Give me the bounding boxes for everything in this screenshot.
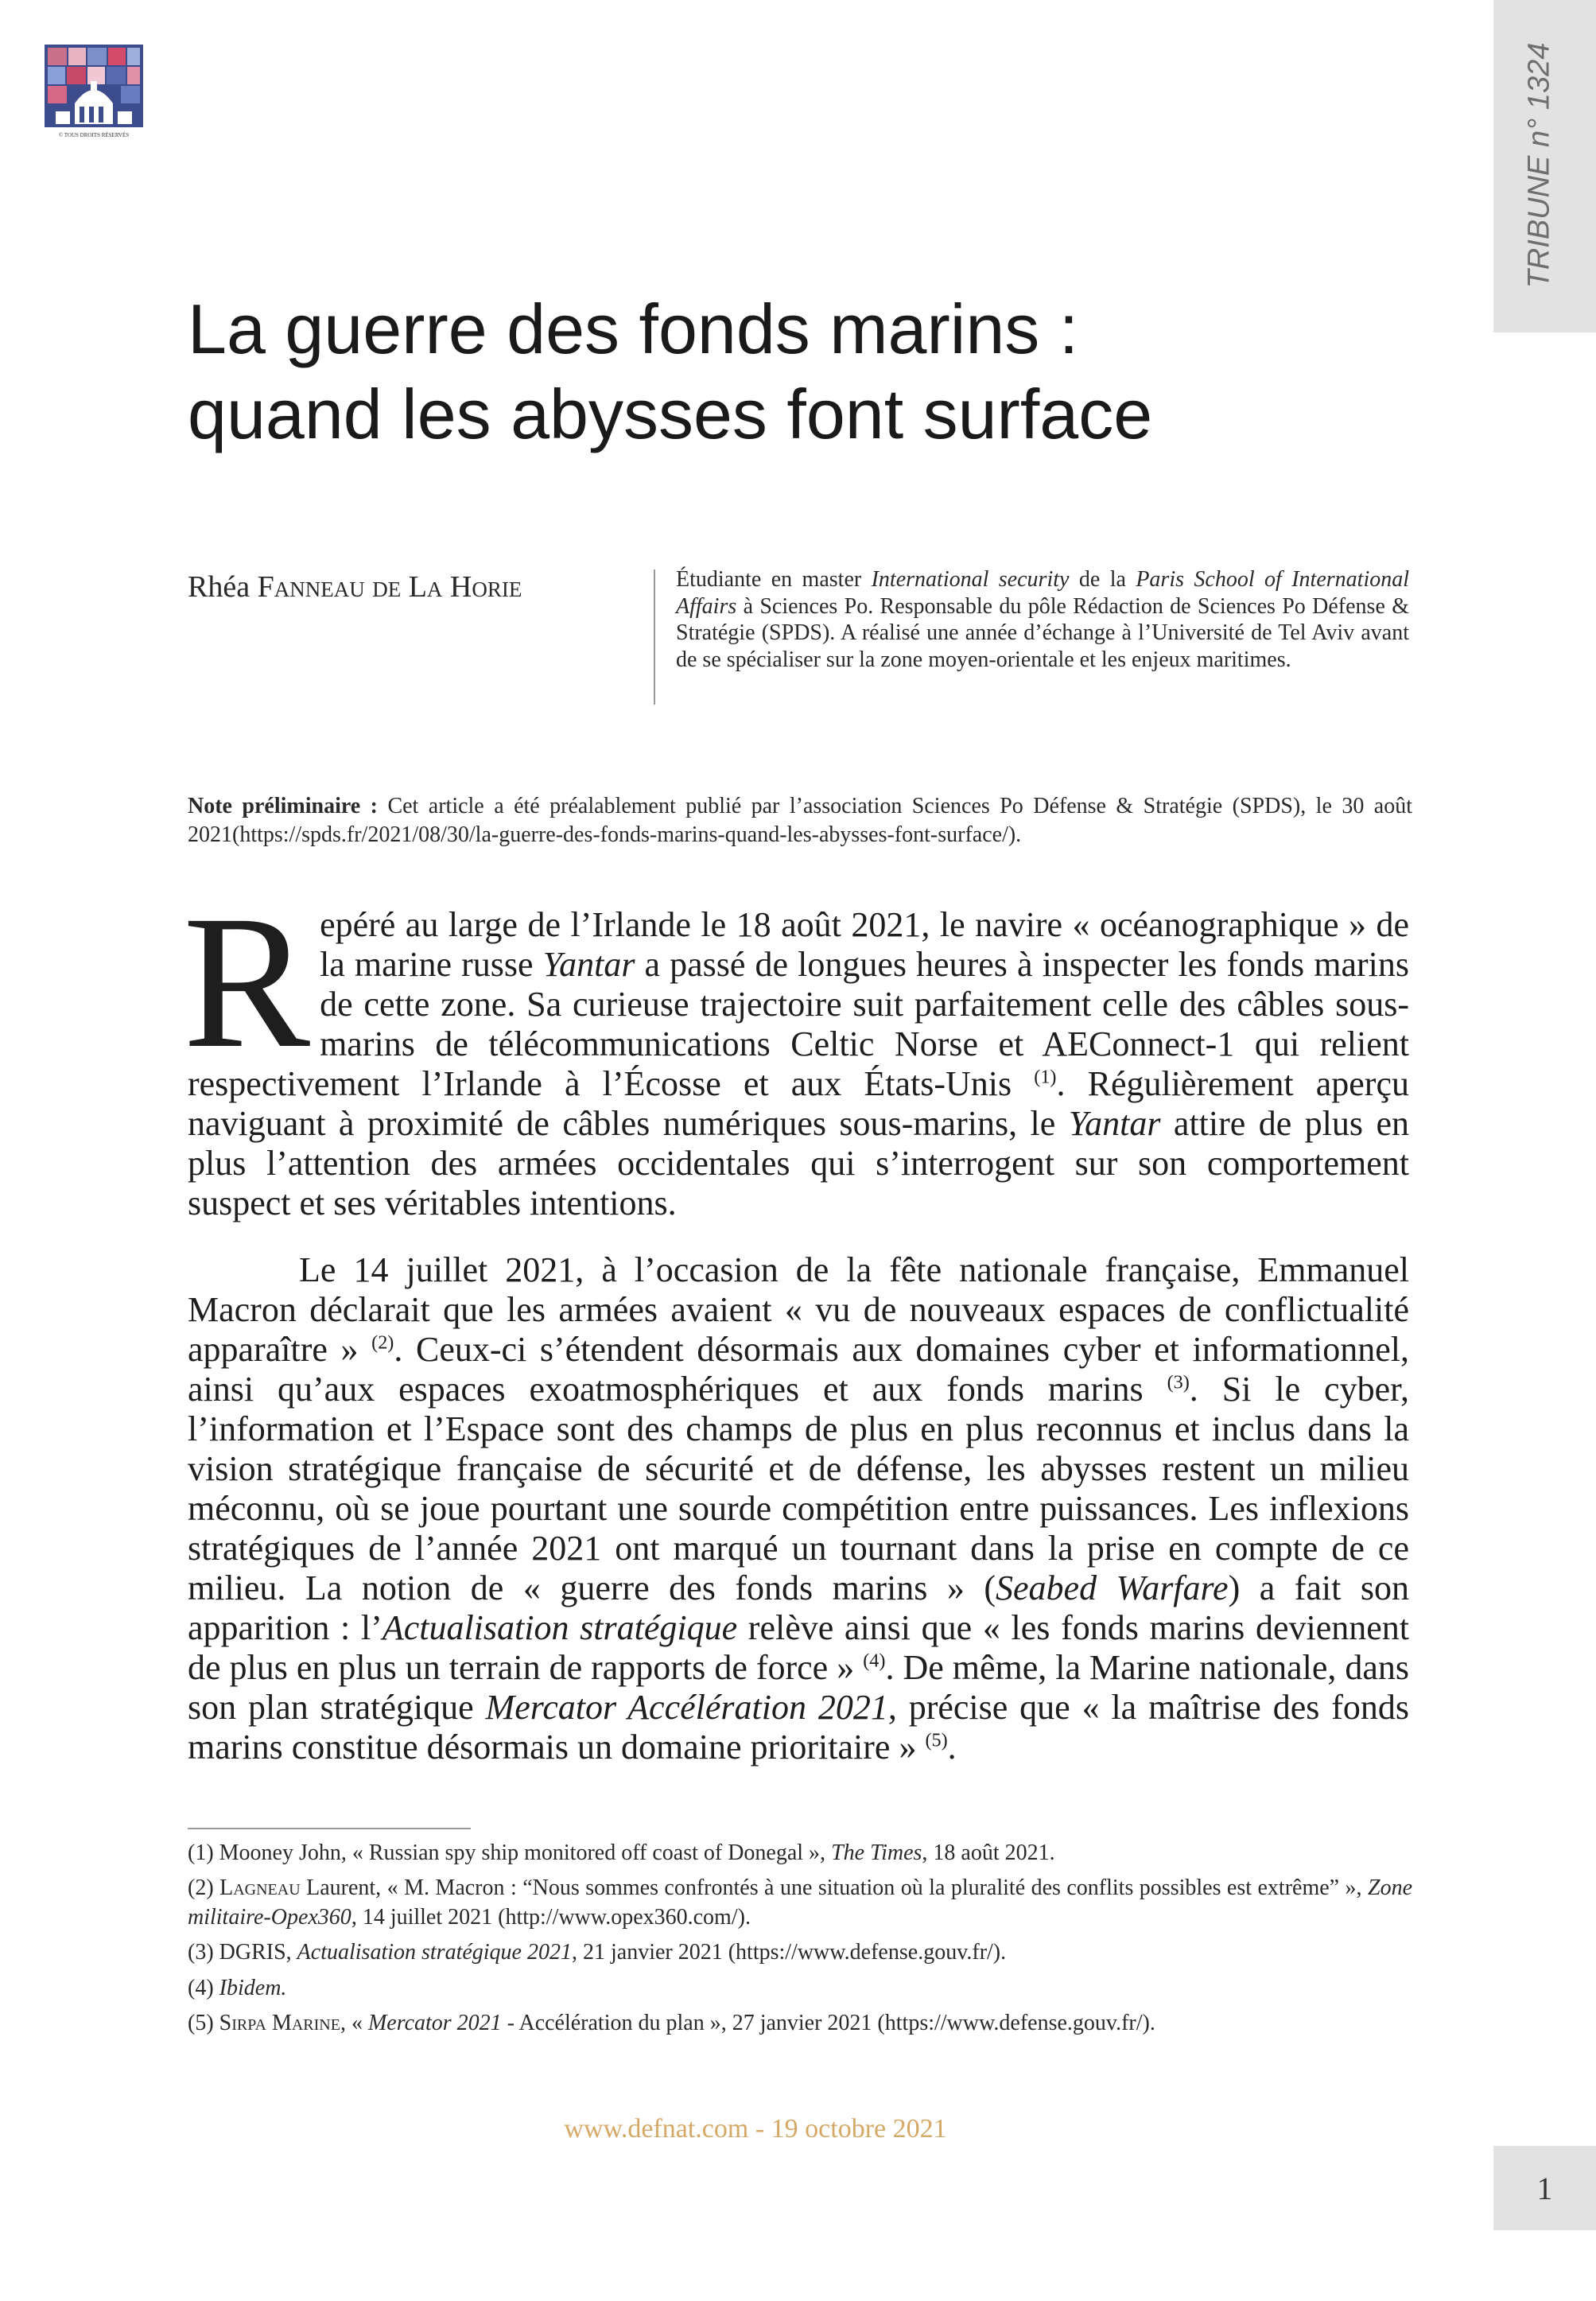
footnote-ref: (1): [1034, 1066, 1057, 1088]
bio-text: à Sciences Po. Responsable du pôle Rédaction de Sciences Po Défense & Stratégie (SPDS). A réalisé une année d’échange à l’Université de Tel Aviv avant de se spécialiser sur la zone moyen-orientale et les enjeux maritimes.: [676, 593, 1409, 672]
paragraph-text: .: [947, 1728, 957, 1767]
drop-cap: R: [183, 876, 311, 1087]
paragraph-2: [188, 1250, 1409, 1767]
author-bio: [676, 566, 1409, 673]
author-divider: [654, 569, 655, 705]
paragraph-italic: Seabed Warfare: [996, 1568, 1229, 1607]
bio-text: de la: [1069, 567, 1136, 592]
paragraph-text: Le 14 juillet 2021, à l’occasion de la fête nationale française, Emmanuel Macron déclarait que les armées avaient « vu de nouveaux espaces de conflictualité apparaître »: [188, 1250, 1409, 1369]
footnote-2: (2) Lagneau Laurent, « M. Macron : “Nous sommes confrontés à une situation où la pluralité des conflits possibles est extrême” », Zone militaire-Opex360, 14 juillet 2021 (http://www.opex360.com/).: [188, 1875, 1412, 1930]
defnat-logo: [45, 45, 143, 140]
footnote-ref: (3): [1167, 1371, 1190, 1393]
footnote-ref: (4): [863, 1650, 886, 1672]
author-first-name: Rhéa: [188, 570, 258, 604]
bio-italic: Paris School of International Affairs: [676, 567, 1410, 619]
page-footer: www.defnat.com - 19 octobre 2021: [564, 2114, 947, 2144]
footnote-1: (1) Mooney John, « Russian spy ship monitored off coast of Donegal », The Times, 18 août 2021.: [188, 1840, 1055, 1865]
paragraph-text: . Ceux-ci s’étendent désormais aux domaines cyber et informationnel, ainsi qu’aux espaces exoatmosphériques et aux fonds marins: [188, 1330, 1409, 1409]
footnotes: [188, 1839, 1412, 2044]
paragraph-text: epéré au large de l’Irlande le 18 août 2021, le navire « océanographique » de la marine russe: [320, 905, 1409, 984]
title-line-1: La guerre des fonds marins :: [188, 290, 1079, 368]
author-name: [188, 569, 633, 604]
footnote-separator: [188, 1828, 471, 1829]
paragraph-text: . De même, la Marine nationale, dans son plan stratégique: [188, 1648, 1410, 1727]
paragraph-text: attire de plus en plus l’attention des armées occidentales qui s’interrogent sur son comportement suspect et ses véritables intentions.: [188, 1104, 1409, 1222]
title-line-2: quand les abysses font surface: [188, 375, 1153, 454]
footnote-ref: (5): [925, 1729, 948, 1751]
footnote-5: (5) Sirpa Marine, « Mercator 2021 - Accélération du plan », 27 janvier 2021 (https://www.defense.gouv.fr/).: [188, 2010, 1155, 2035]
footnote-3: (3) DGRIS, Actualisation stratégique 2021, 21 janvier 2021 (https://www.defense.gouv.fr/).: [188, 1940, 1007, 1965]
bio-text: Étudiante en master: [676, 567, 872, 592]
paragraph-italic: Yantar: [1068, 1104, 1161, 1143]
paragraph-text: a passé de longues heures à inspecter les fonds marins de cette zone. Sa curieuse trajectoire suit parfaitement celle des câbles sous-marins de télécommunications Celtic Norse et AEConnect-1 qui relient respectivement l’Irlande à l’Écosse et aux États-Unis: [188, 945, 1410, 1103]
paragraph-text: , précise que « la maîtrise des fonds marins constitue désormais un domaine prioritaire »: [188, 1688, 1409, 1767]
paragraph-text: . Régulièrement aperçu naviguant à proximité de câbles numériques sous-marins, le: [188, 1064, 1409, 1143]
page-number: 1: [1536, 2170, 1553, 2206]
footnote-4: (4) Ibidem.: [188, 1975, 287, 2000]
footnote-ref: (2): [371, 1331, 394, 1354]
paragraph-italic: Yantar: [542, 945, 635, 984]
paragraph-text: . Si le cyber, l’information et l’Espace sont des champs de plus en plus reconnus et inclus dans la vision stratégique française de sécurité et de défense, les abysses restent un milieu méconnu, où se joue pourtant une sourde compétition entre puissances. Les inflexions stratégiques de l’année 2021 ont marqué un tournant dans la prise en compte de ce milieu. La notion de « guerre des fonds marins » (: [188, 1370, 1409, 1607]
tribune-number: TRIBUNE n° 1324: [1522, 42, 1556, 289]
paragraph-1: [183, 876, 1410, 1223]
paragraph-text: ) a fait son apparition : l’: [188, 1568, 1409, 1647]
logo-caption: © TOUS DROITS RÉSERVÉS: [58, 132, 130, 138]
preliminary-note: [188, 792, 1412, 850]
paragraph-text: relève ainsi que « les fonds marins deviennent de plus en plus un terrain de rapports de force »: [188, 1608, 1409, 1687]
preliminary-note-label: Note préliminaire :: [188, 794, 378, 818]
article-title: [188, 286, 1428, 457]
preliminary-note-text: Cet article a été préalablement publié par l’association Sciences Po Défense & Stratégie (SPDS), le 30 août 2021(https://spds.fr/2021/08/30/la-guerre-des-fonds-marins-quand-les-abysses-font-surface/).: [188, 794, 1412, 848]
paragraph-italic: Mercator Accélération 2021: [485, 1688, 888, 1727]
author-last-name: Fanneau de La Horie: [257, 570, 522, 604]
logo-image: [45, 45, 143, 140]
paragraph-italic: Actualisation stratégique: [382, 1608, 738, 1647]
bio-italic: International security: [871, 567, 1070, 592]
